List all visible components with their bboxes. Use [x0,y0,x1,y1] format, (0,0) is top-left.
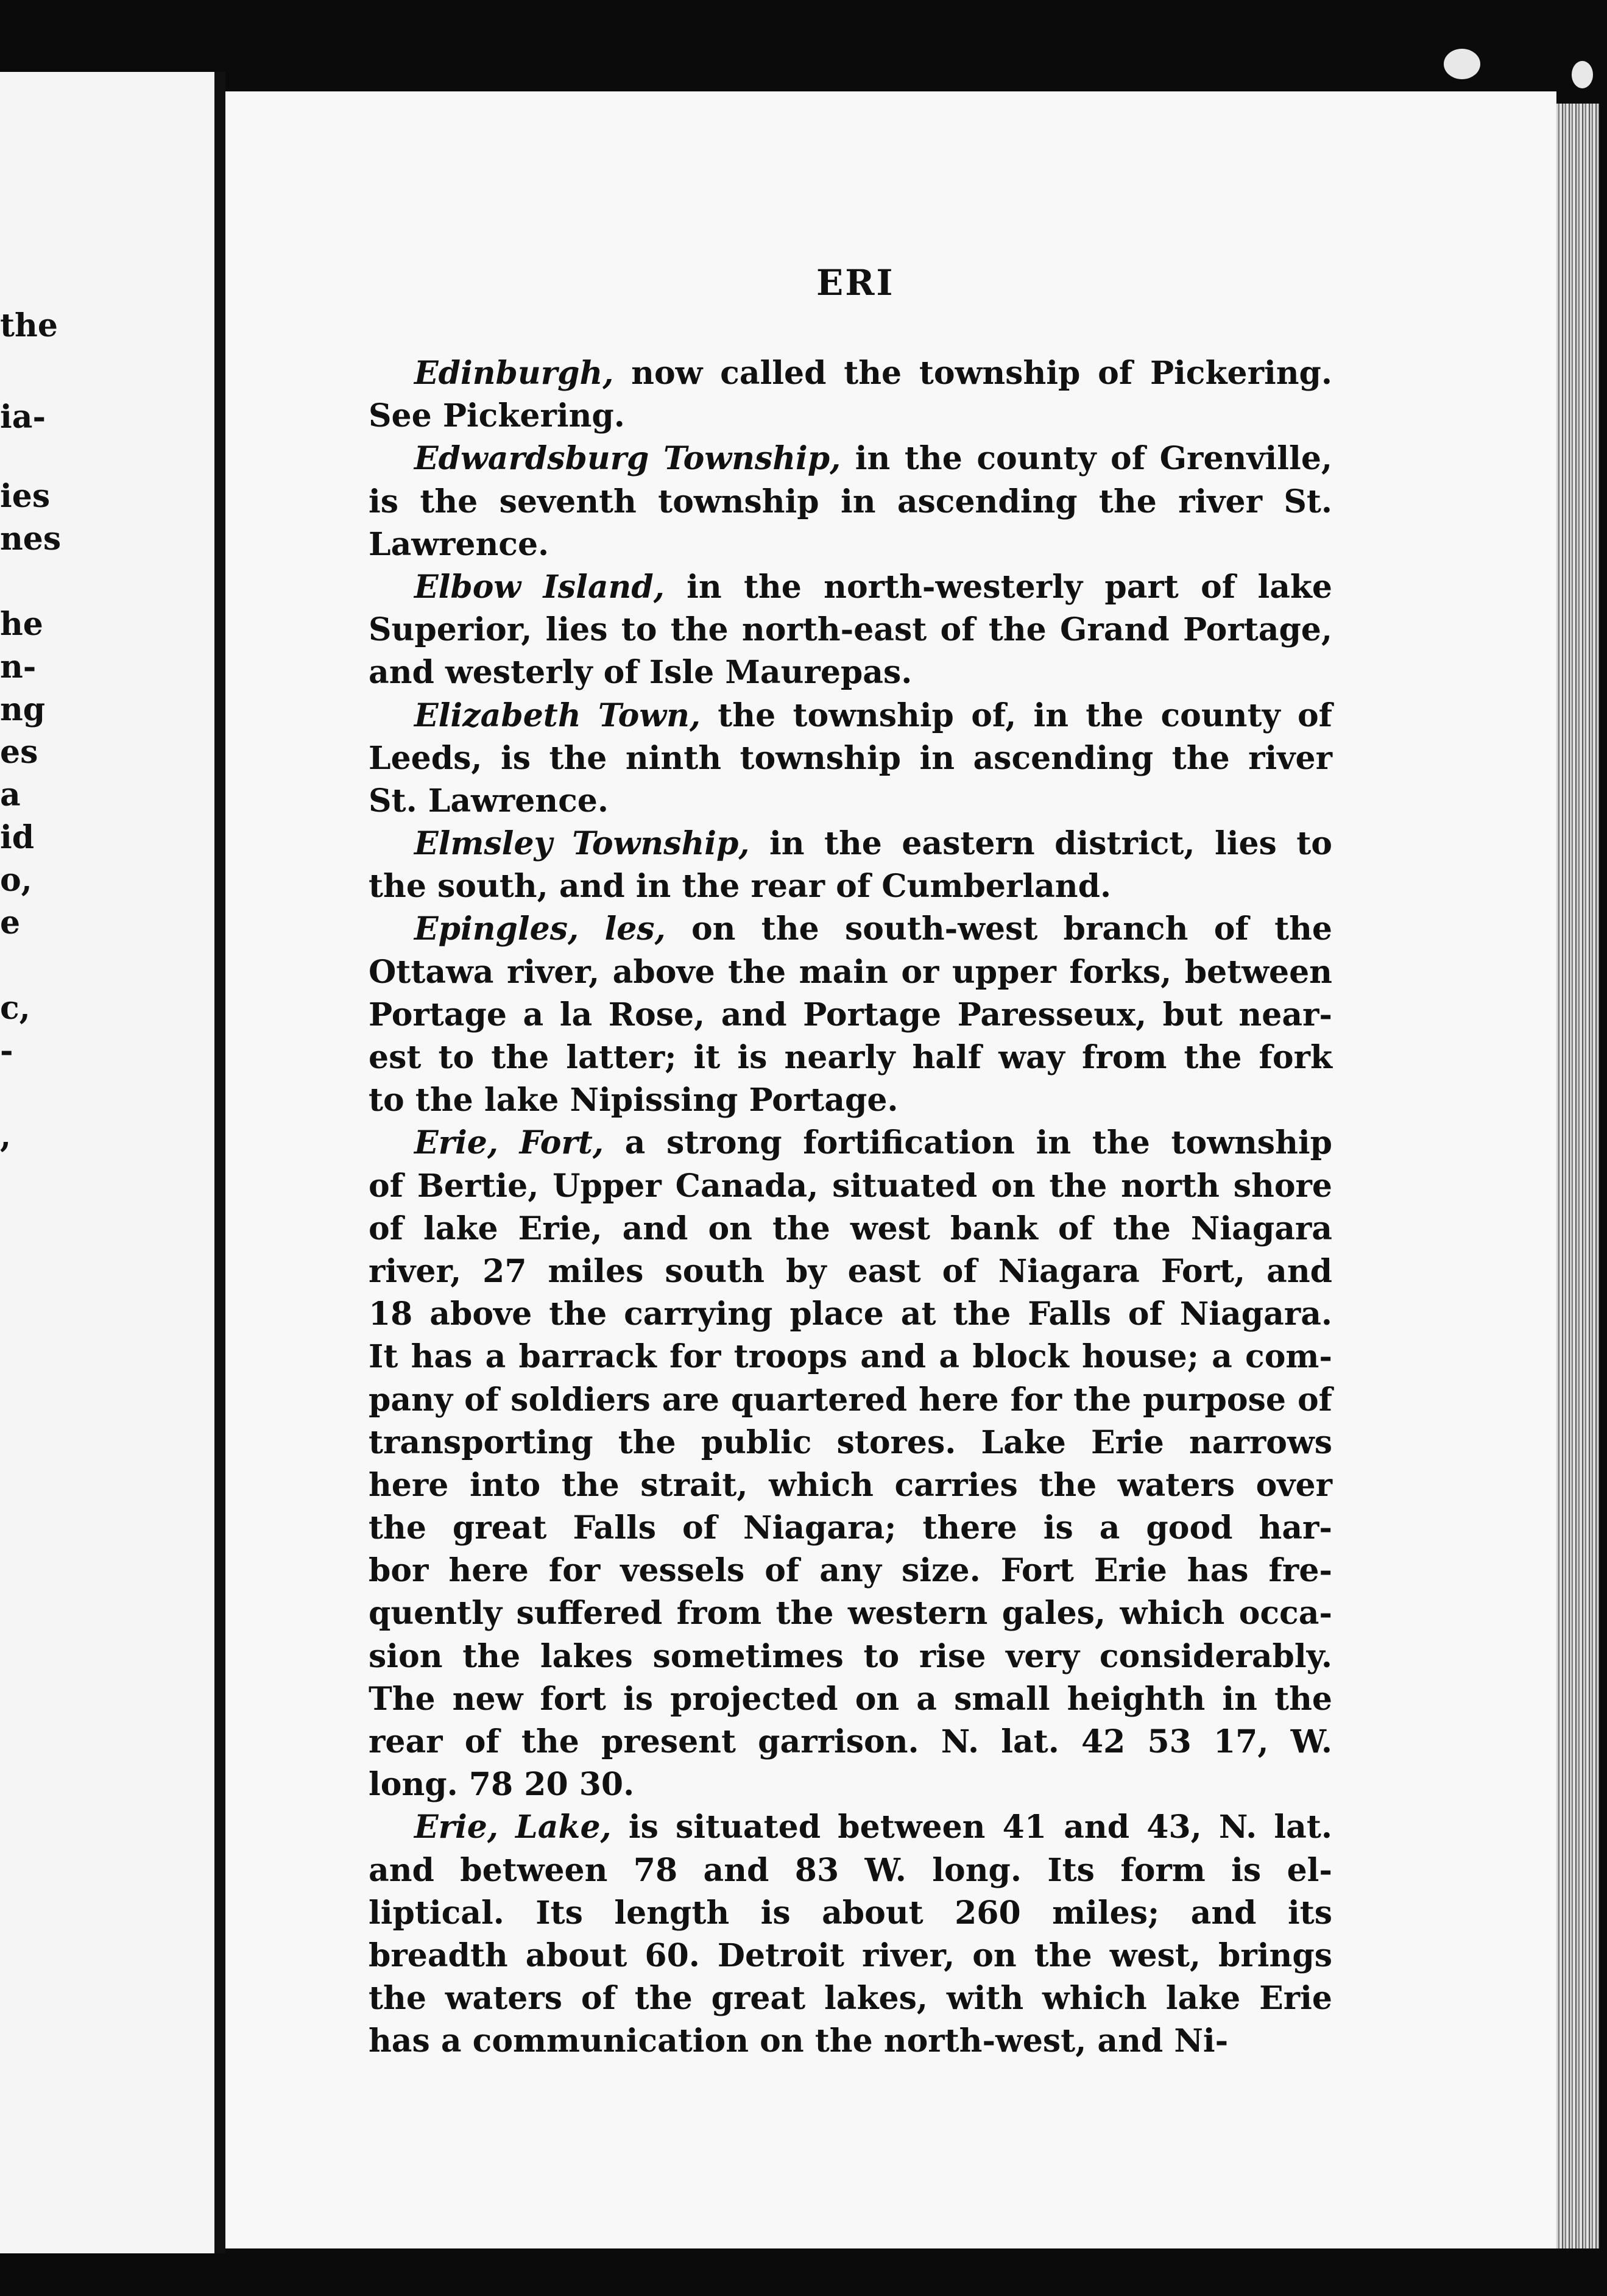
line-text: sion the lakes sometimes to rise very considerably. [369,1637,1332,1675]
left-fragment: o, [0,862,32,899]
book-gutter [214,72,225,2253]
line-text: rear of the present garrison. N. lat. 42 53 17, W. [369,1723,1332,1760]
text-line [369,651,1332,694]
text-line [369,1336,1332,1378]
text-line [369,481,1332,523]
line-text: has a communication on the north-west, and Ni- [369,2022,1229,2060]
entry-first-line [369,908,1332,951]
entry-first-line [369,823,1332,865]
entry-first-line [369,352,1332,395]
entry-term: Edinburgh, [414,355,614,392]
line-text: The new fort is projected on a small heighth in the [369,1680,1332,1718]
left-fragment: ng [0,691,46,728]
text-line [369,1678,1332,1721]
line-text: transporting the public stores. Lake Erie narrows [369,1423,1332,1461]
line-text: Leeds, is the ninth township in ascending the river [369,739,1332,777]
left-fragment: , [0,1118,12,1155]
left-fragment: c, [0,990,30,1027]
entry-first-line [369,695,1332,737]
line-text: is the seventh township in ascending the river St. [369,483,1332,520]
line-text: liptical. Its length is about 260 miles; and its [369,1894,1332,1932]
text-line [369,951,1332,994]
entry-first-line [369,1122,1332,1164]
text-line [369,609,1332,651]
left-fragment: ies [0,478,51,515]
text-line [369,1079,1332,1122]
line-text: to the lake Nipissing Portage. [369,1082,899,1119]
line-text: the waters of the great lakes, with which lake Erie [369,1980,1332,2018]
text-line [369,1635,1332,1678]
scan-artifact [1444,49,1480,79]
line-text: a strong fortification in the township [603,1124,1332,1162]
text-line [369,1208,1332,1250]
line-text: Lawrence. [369,525,549,563]
line-text: in the north-westerly part of lake [664,568,1332,606]
line-text: in the eastern district, lies to [749,825,1332,863]
left-fragment: es [0,734,38,771]
line-text: Portage a la Rose, and Portage Paresseux, but near- [369,996,1332,1033]
line-text: river, 27 miles south by east of Niagara Fort, and [369,1252,1332,1290]
line-text: Ottawa river, above the main or upper forks, between [369,953,1332,991]
text-line [369,780,1332,823]
text-line [369,865,1332,908]
text-line [369,1464,1332,1507]
entry-first-line [369,438,1332,480]
text-line [369,1763,1332,1806]
text-line [369,1550,1332,1592]
text-line [369,1379,1332,1422]
line-text: on the south-west branch of the [665,910,1332,948]
entry-term: Elizabeth Town, [414,696,701,734]
text-line [369,1165,1332,1208]
running-header: ERI [816,262,895,303]
line-text: St. Lawrence. [369,782,609,820]
left-fragment: the [0,307,58,344]
line-text: pany of soldiers are quartered here for the purpose of [369,1381,1332,1419]
entry-term: Elbow Island, [414,568,665,606]
line-text: breadth about 60. Detroit river, on the west, brings [369,1936,1332,1974]
text-line [369,1721,1332,1763]
line-text: the south, and in the rear of Cumberland. [369,868,1112,905]
line-text: now called the township of Pickering. [613,355,1332,392]
left-fragment: n- [0,648,37,686]
line-text: 18 above the carrying place at the Falls of Niagara. [369,1295,1332,1333]
text-line [369,737,1332,780]
line-text: est to the latter; it is nearly half way from the fork [369,1039,1332,1076]
text-line [369,395,1332,438]
line-text: It has a barrack for troops and a block house; a com- [369,1338,1332,1376]
text-line [369,1293,1332,1336]
text-line [369,1892,1332,1935]
line-text: of lake Erie, and on the west bank of the Niagara [369,1210,1332,1247]
left-fragment: e [0,904,21,941]
text-line [369,1849,1332,1892]
entry-first-line [369,566,1332,609]
line-text: the great Falls of Niagara; there is a good har- [369,1509,1332,1547]
text-line [369,1036,1332,1079]
dictionary-text [369,352,1332,2063]
entry-first-line [369,1806,1332,1849]
line-text: bor here for vessels of any size. Fort Erie has fre- [369,1552,1332,1590]
line-text: the township of, in the county of [701,696,1332,734]
text-line [369,1422,1332,1464]
left-fragment: he [0,606,43,643]
text-line [369,1250,1332,1293]
entry-term: Epingles, les, [414,910,666,948]
left-fragment: a [0,776,21,813]
entry-term: Erie, Lake, [414,1809,612,1846]
text-line [369,2020,1332,2063]
line-text: See Pickering. [369,397,625,435]
left-fragment: ia- [0,399,46,436]
text-line [369,1507,1332,1550]
entry-term: Elmsley Township, [414,825,750,863]
line-text: and between 78 and 83 W. long. Its form is el- [369,1851,1332,1889]
left-fragment: - [0,1032,13,1069]
line-text: long. 78 20 30. [369,1766,635,1804]
text-line [369,1977,1332,2020]
entry-term: Edwardsburg Township, [414,440,841,478]
line-text: here into the strait, which carries the waters over [369,1466,1332,1504]
line-text: and westerly of Isle Maurepas. [369,654,913,692]
line-text: is situated between 41 and 43, N. lat. [611,1809,1332,1846]
line-text: in the county of Grenville, [841,440,1333,478]
left-page-text-fragments [0,0,214,2296]
line-text: quently suffered from the western gales, which occa- [369,1595,1332,1632]
text-line [369,994,1332,1036]
line-text: of Bertie, Upper Canada, situated on the north shore [369,1167,1332,1205]
scan-artifact [1572,61,1593,88]
text-line [369,523,1332,566]
entry-term: Erie, Fort, [414,1124,604,1162]
left-fragment: id [0,819,35,856]
text-line [369,1935,1332,1977]
page-edge-stack [1556,104,1599,2248]
line-text: Superior, lies to the north-east of the Grand Portage, [369,611,1332,649]
text-line [369,1592,1332,1635]
left-fragment: nes [0,520,62,558]
